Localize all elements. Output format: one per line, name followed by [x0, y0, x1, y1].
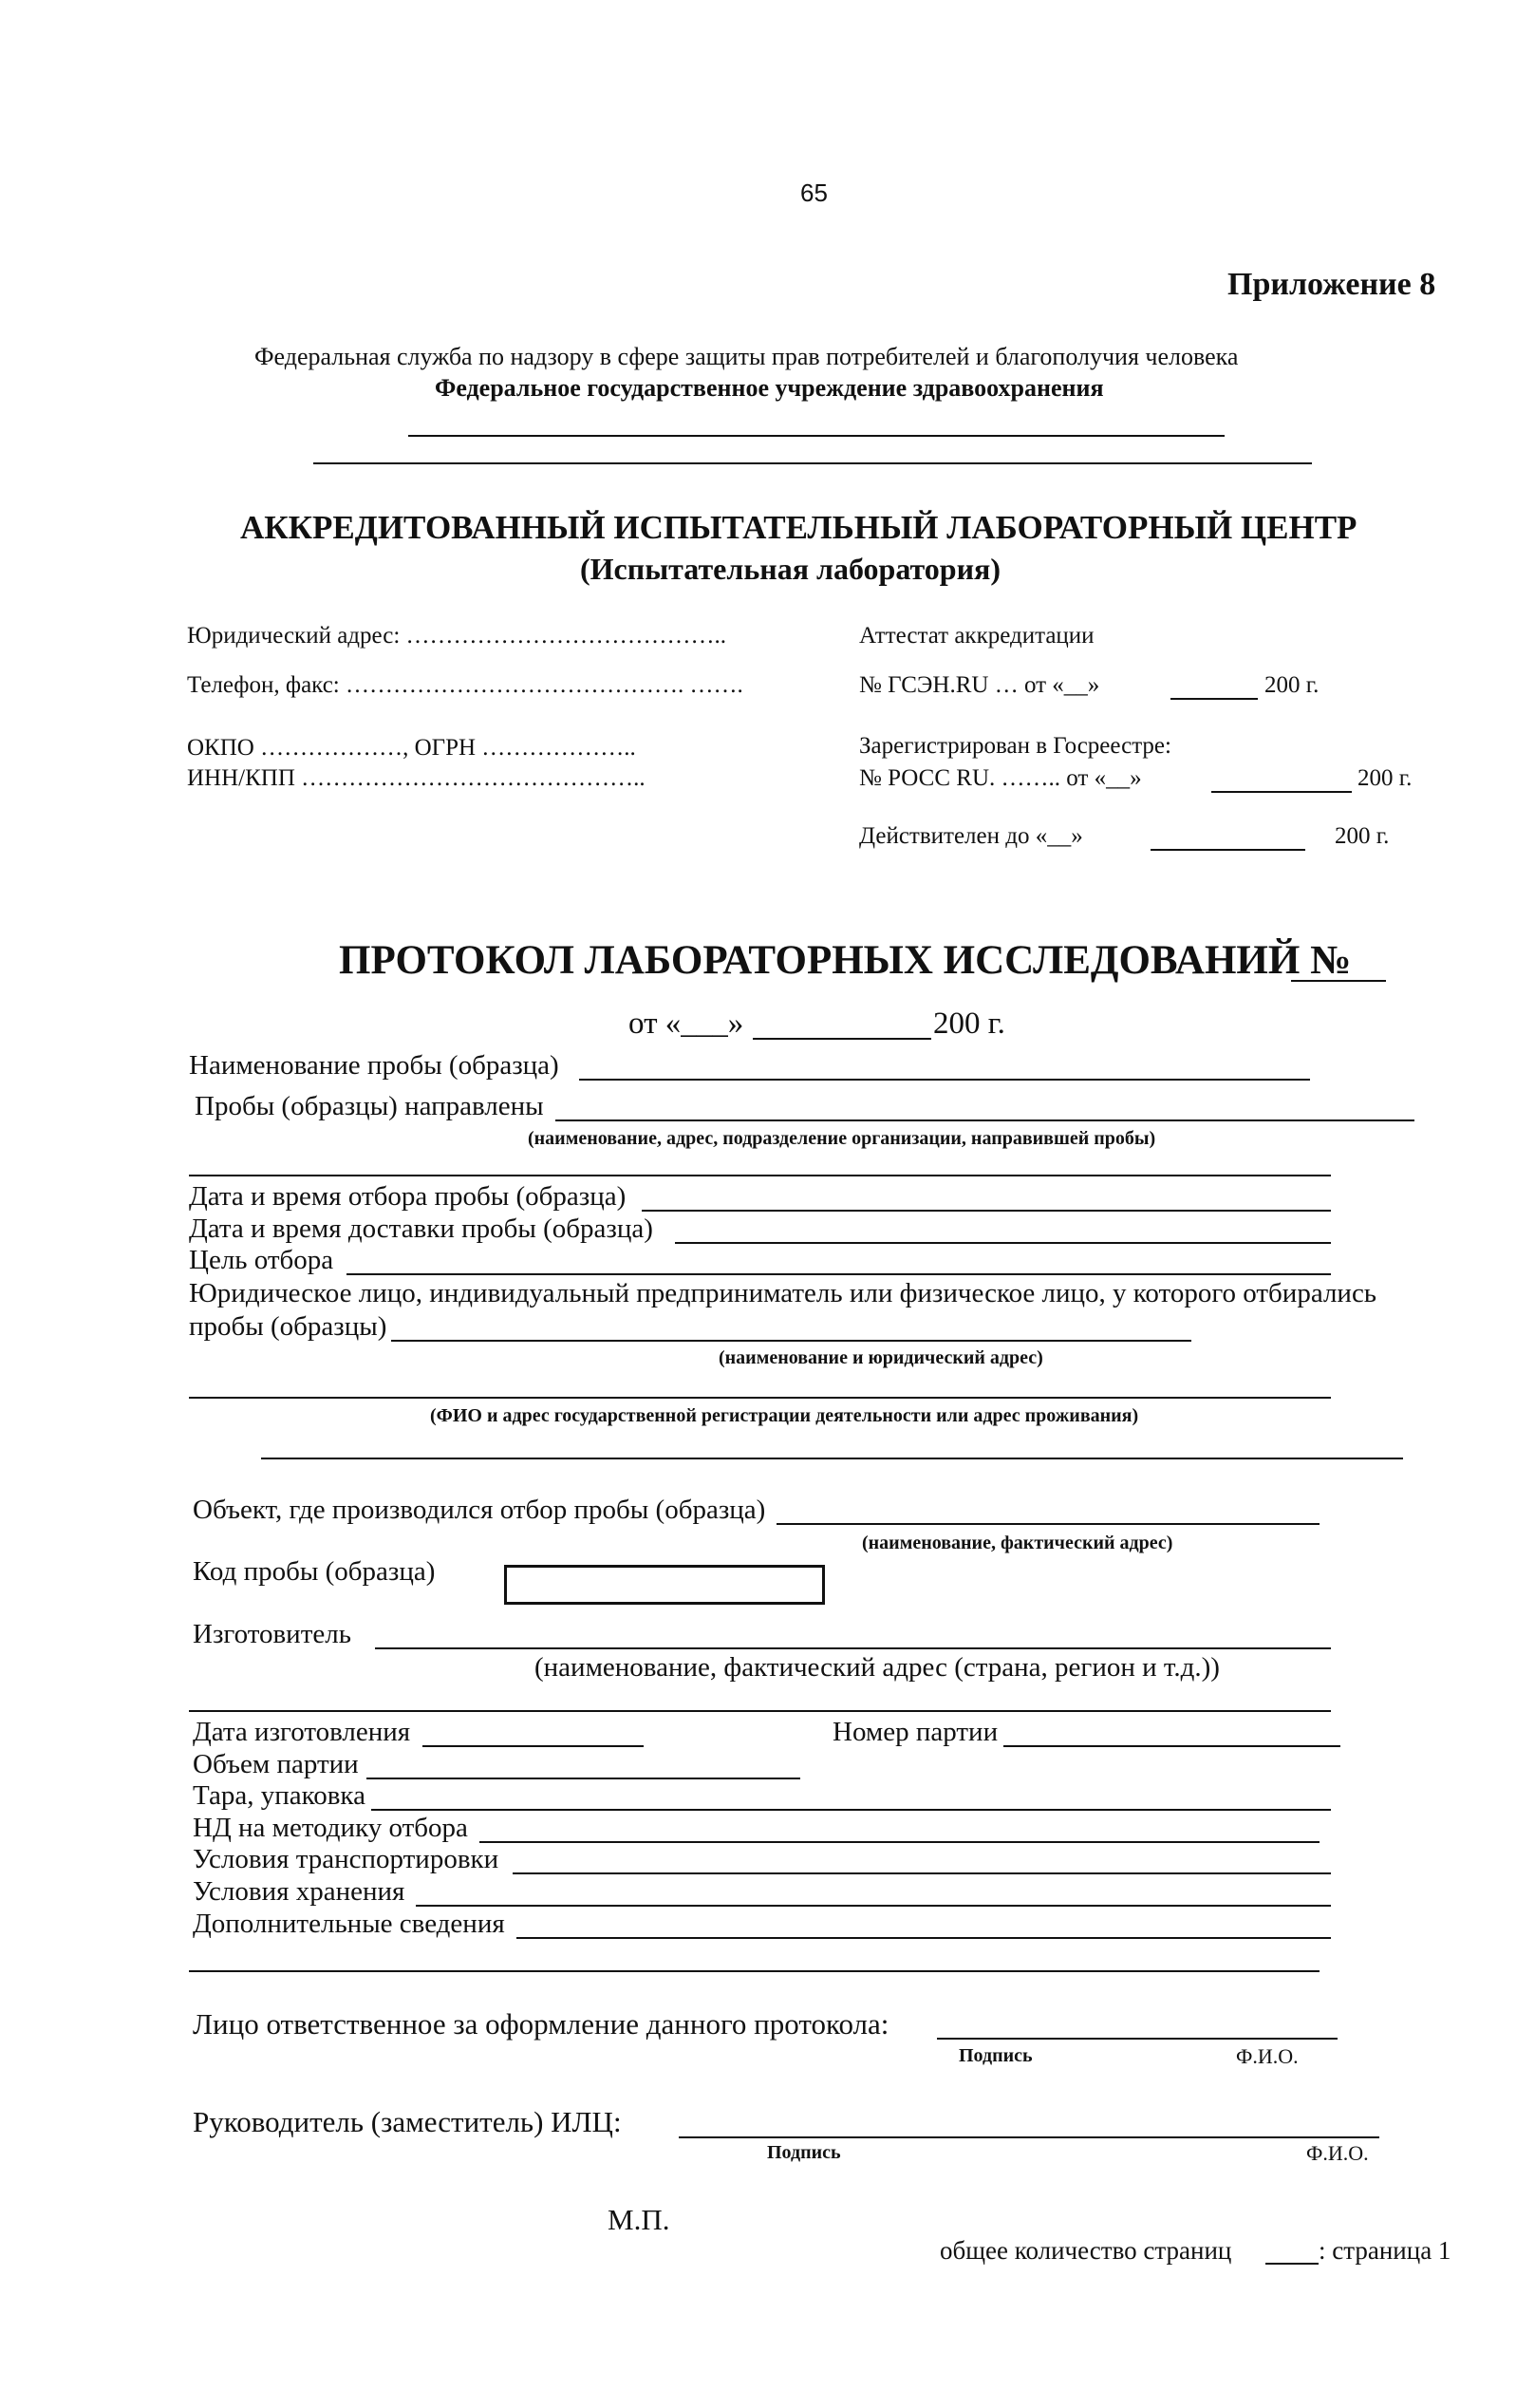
center-title: АККРЕДИТОВАННЫЙ ИСПЫТАТЕЛЬНЫЙ ЛАБОРАТОРНЫЙ ЦЕНТР: [240, 509, 1357, 546]
gsen-date-blank: [1170, 698, 1258, 700]
responsible-signature-caption: Подпись: [959, 2045, 1033, 2066]
protocol-year: 200 г.: [933, 1006, 1005, 1041]
sampling-method-label: НД на методику отбора: [193, 1813, 468, 1843]
valid-date-blank: [1151, 849, 1305, 851]
gsen-year: 200 г.: [1264, 672, 1320, 698]
fio-field[interactable]: [189, 1397, 1331, 1399]
ross-number: № РОСС RU. …….. от «__»: [859, 765, 1142, 791]
gsen-number: № ГСЭН.RU … от «__»: [859, 672, 1100, 698]
protocol-title: ПРОТОКОЛ ЛАБОРАТОРНЫХ ИССЛЕДОВАНИЙ №: [339, 938, 1352, 983]
ross-date-blank: [1211, 791, 1352, 793]
valid-until: Действителен до «__»: [859, 823, 1083, 849]
packaging-label: Тара, упаковка: [193, 1780, 365, 1811]
object-note: (наименование, фактический адрес): [862, 1533, 1173, 1553]
batch-number-label: Номер партии: [833, 1717, 999, 1747]
protocol-date: от «___»: [628, 1006, 744, 1041]
samples-sent-label: Пробы (образцы) направлены: [195, 1091, 544, 1121]
head-label: Руководитель (заместитель) ИЛЦ:: [193, 2105, 622, 2138]
packaging-field[interactable]: [371, 1809, 1331, 1811]
sampling-datetime-field[interactable]: [642, 1210, 1331, 1212]
manufacturer-note: (наименование, фактический адрес (страна, регион и т.д.)): [534, 1652, 1220, 1683]
sample-code-label: Код пробы (образца): [193, 1556, 436, 1587]
institution-underline: [408, 435, 1225, 437]
okpo-ogrn: ОКПО ………………, ОГРН ………………..: [187, 735, 636, 761]
batch-volume-field[interactable]: [366, 1778, 800, 1779]
batch-number-field[interactable]: [1003, 1745, 1340, 1747]
manufacturer-field[interactable]: [375, 1647, 1331, 1649]
purpose-label: Цель отбора: [189, 1245, 334, 1275]
sampling-datetime-label: Дата и время отбора пробы (образца): [189, 1181, 627, 1212]
delivery-datetime-label: Дата и время доставки пробы (образца): [189, 1213, 653, 1244]
entity-label-line1: Юридическое лицо, индивидуальный предприниматель или физическое лицо, у которого отбирались: [189, 1278, 1377, 1308]
total-pages-blank[interactable]: [1265, 2263, 1319, 2265]
batch-volume-label: Объем партии: [193, 1749, 359, 1779]
storage-conditions-label: Условия хранения: [193, 1876, 405, 1907]
valid-year: 200 г.: [1335, 823, 1390, 849]
registered-label: Зарегистрирован в Госреестре:: [859, 733, 1171, 759]
storage-conditions-field[interactable]: [416, 1905, 1331, 1907]
fio-note: (ФИО и адрес государственной регистрации деятельности или адрес проживания): [430, 1405, 1139, 1426]
head-fio-caption: Ф.И.О.: [1306, 2141, 1369, 2165]
additional-info-field-2[interactable]: [189, 1970, 1320, 1972]
manufacturer-label: Изготовитель: [193, 1619, 351, 1649]
responsible-fio-caption: Ф.И.О.: [1236, 2044, 1299, 2068]
samples-sent-note: (наименование, адрес, подразделение организации, направившей пробы): [528, 1128, 1156, 1149]
center-subtitle: (Испытательная лаборатория): [580, 552, 1001, 586]
manufacture-date-field[interactable]: [422, 1745, 644, 1747]
object-field[interactable]: [777, 1523, 1320, 1525]
phone-fax: Телефон, факс: ……………………………………. …….: [187, 672, 743, 698]
protocol-number-blank: [1291, 980, 1386, 982]
institution-name: Федеральное государственное учреждение здравоохранения: [435, 374, 1104, 402]
manufacturer-field-2[interactable]: [189, 1710, 1331, 1712]
page-number: 65: [800, 179, 828, 207]
samples-sent-field-2[interactable]: [189, 1175, 1331, 1176]
head-signature-caption: Подпись: [767, 2142, 841, 2163]
responsible-label: Лицо ответственное за оформление данного протокола:: [193, 2007, 889, 2041]
entity-field[interactable]: [391, 1340, 1191, 1342]
accreditation-label: Аттестат аккредитации: [859, 623, 1095, 649]
entity-label-line2: пробы (образцы): [189, 1311, 387, 1342]
sampling-method-field[interactable]: [479, 1841, 1320, 1843]
protocol-date-blank: [753, 1038, 931, 1040]
legal-address: Юридический адрес: …………………………………..: [187, 623, 727, 649]
appendix-label: Приложение 8: [1227, 267, 1436, 302]
purpose-field[interactable]: [346, 1273, 1331, 1275]
head-signature-line[interactable]: [679, 2136, 1379, 2138]
ross-year: 200 г.: [1357, 765, 1413, 791]
fio-field-2[interactable]: [261, 1458, 1403, 1459]
institution-underline-2: [313, 462, 1312, 464]
entity-note: (наименование и юридический адрес): [719, 1347, 1043, 1368]
transport-conditions-label: Условия транспортировки: [193, 1844, 499, 1874]
sample-name-label: Наименование пробы (образца): [189, 1050, 559, 1081]
additional-info-label: Дополнительные сведения: [193, 1909, 505, 1939]
sample-code-box[interactable]: [504, 1565, 825, 1605]
inn-kpp: ИНН/КПП ……………………………………..: [187, 765, 646, 791]
delivery-datetime-field[interactable]: [675, 1242, 1331, 1244]
sample-name-field[interactable]: [579, 1079, 1310, 1081]
transport-conditions-field[interactable]: [513, 1872, 1331, 1874]
seal-label: М.П.: [608, 2203, 670, 2236]
total-pages-label: общее количество страниц: [940, 2236, 1232, 2265]
samples-sent-field[interactable]: [555, 1119, 1414, 1121]
manufacture-date-label: Дата изготовления: [193, 1717, 411, 1747]
additional-info-field[interactable]: [516, 1937, 1331, 1939]
responsible-signature-line[interactable]: [937, 2038, 1338, 2040]
page-indicator: : страница 1: [1319, 2236, 1451, 2265]
agency-name: Федеральная служба по надзору в сфере защиты прав потребителей и благополучия человека: [254, 343, 1239, 370]
object-label: Объект, где производился отбор пробы (образца): [193, 1495, 766, 1525]
